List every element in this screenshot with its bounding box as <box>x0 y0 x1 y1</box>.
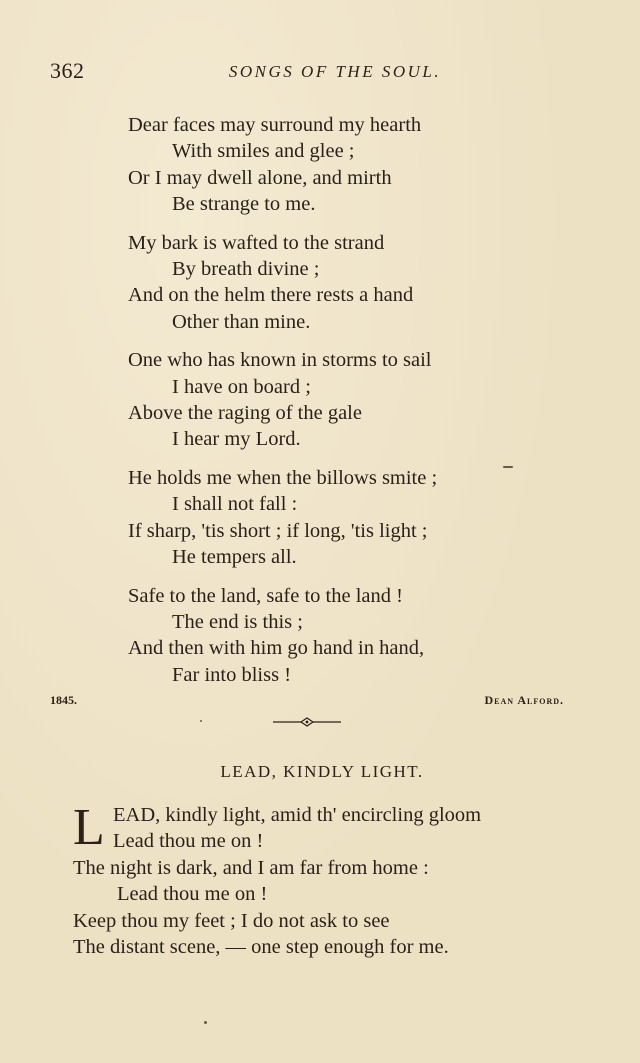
verse-line: I have on board ; <box>172 375 311 398</box>
poem-date: 1845. <box>50 693 77 707</box>
verse-line: I hear my Lord. <box>172 428 301 451</box>
verse-line: Safe to the land, safe to the land ! <box>128 584 403 607</box>
verse-line: He tempers all. <box>172 546 297 569</box>
verse-line: My bark is wafted to the strand <box>128 231 385 254</box>
verse-line: Or I may dwell alone, and mirth <box>128 166 392 189</box>
poem-dean-alford <box>128 112 437 700</box>
stanza-4 <box>128 465 437 571</box>
paper-speck <box>204 1021 207 1024</box>
page-number: 362 <box>50 58 85 83</box>
verse-line: The distant scene, — one step enough for me. <box>73 936 449 959</box>
running-title: SONGS OF THE SOUL. <box>228 62 442 81</box>
drop-cap: L <box>73 799 105 856</box>
ornamental-divider-icon <box>271 715 343 729</box>
verse-line: I shall not fall : <box>172 493 298 516</box>
paper-speck <box>503 466 513 468</box>
verse-line: If sharp, 'tis short ; if long, 'tis light ; <box>128 519 428 542</box>
verse-line: And on the helm there rests a hand <box>128 284 414 307</box>
verse-line: By breath divine ; <box>172 258 320 281</box>
verse-line: With smiles and glee ; <box>172 140 355 163</box>
verse-line: He holds me when the billows smite ; <box>128 466 438 489</box>
verse-line: EAD, kindly light, amid th' encircling gloom <box>113 804 482 826</box>
stanza-5 <box>128 583 437 689</box>
poem-title: LEAD, KINDLY LIGHT. <box>220 762 424 781</box>
verse-line: Other than mine. <box>172 310 311 333</box>
verse-line: Above the raging of the gale <box>128 402 362 425</box>
verse-line: Lead thou me on ! <box>117 883 268 906</box>
verse-line: Lead thou me on ! <box>113 830 264 853</box>
stanza-1 <box>128 112 437 218</box>
verse-line: The night is dark, and I am far from home : <box>73 856 429 879</box>
verse-line: Be strange to me. <box>172 193 316 216</box>
verse-line: Dear faces may surround my hearth <box>128 114 422 136</box>
poem-author: Dean Alford. <box>484 693 564 707</box>
verse-line: Keep thou my feet ; I do not ask to see <box>73 909 390 932</box>
stanza-3 <box>128 347 437 453</box>
verse-line: And then with him go hand in hand, <box>128 637 425 660</box>
paper-speck <box>200 720 202 722</box>
verse-line: The end is this ; <box>172 610 303 633</box>
verse-line: Far into bliss ! <box>172 663 292 686</box>
stanza-2 <box>128 230 437 336</box>
verse-line: One who has known in storms to sail <box>128 349 432 372</box>
poem-lead-kindly-light <box>73 799 482 960</box>
